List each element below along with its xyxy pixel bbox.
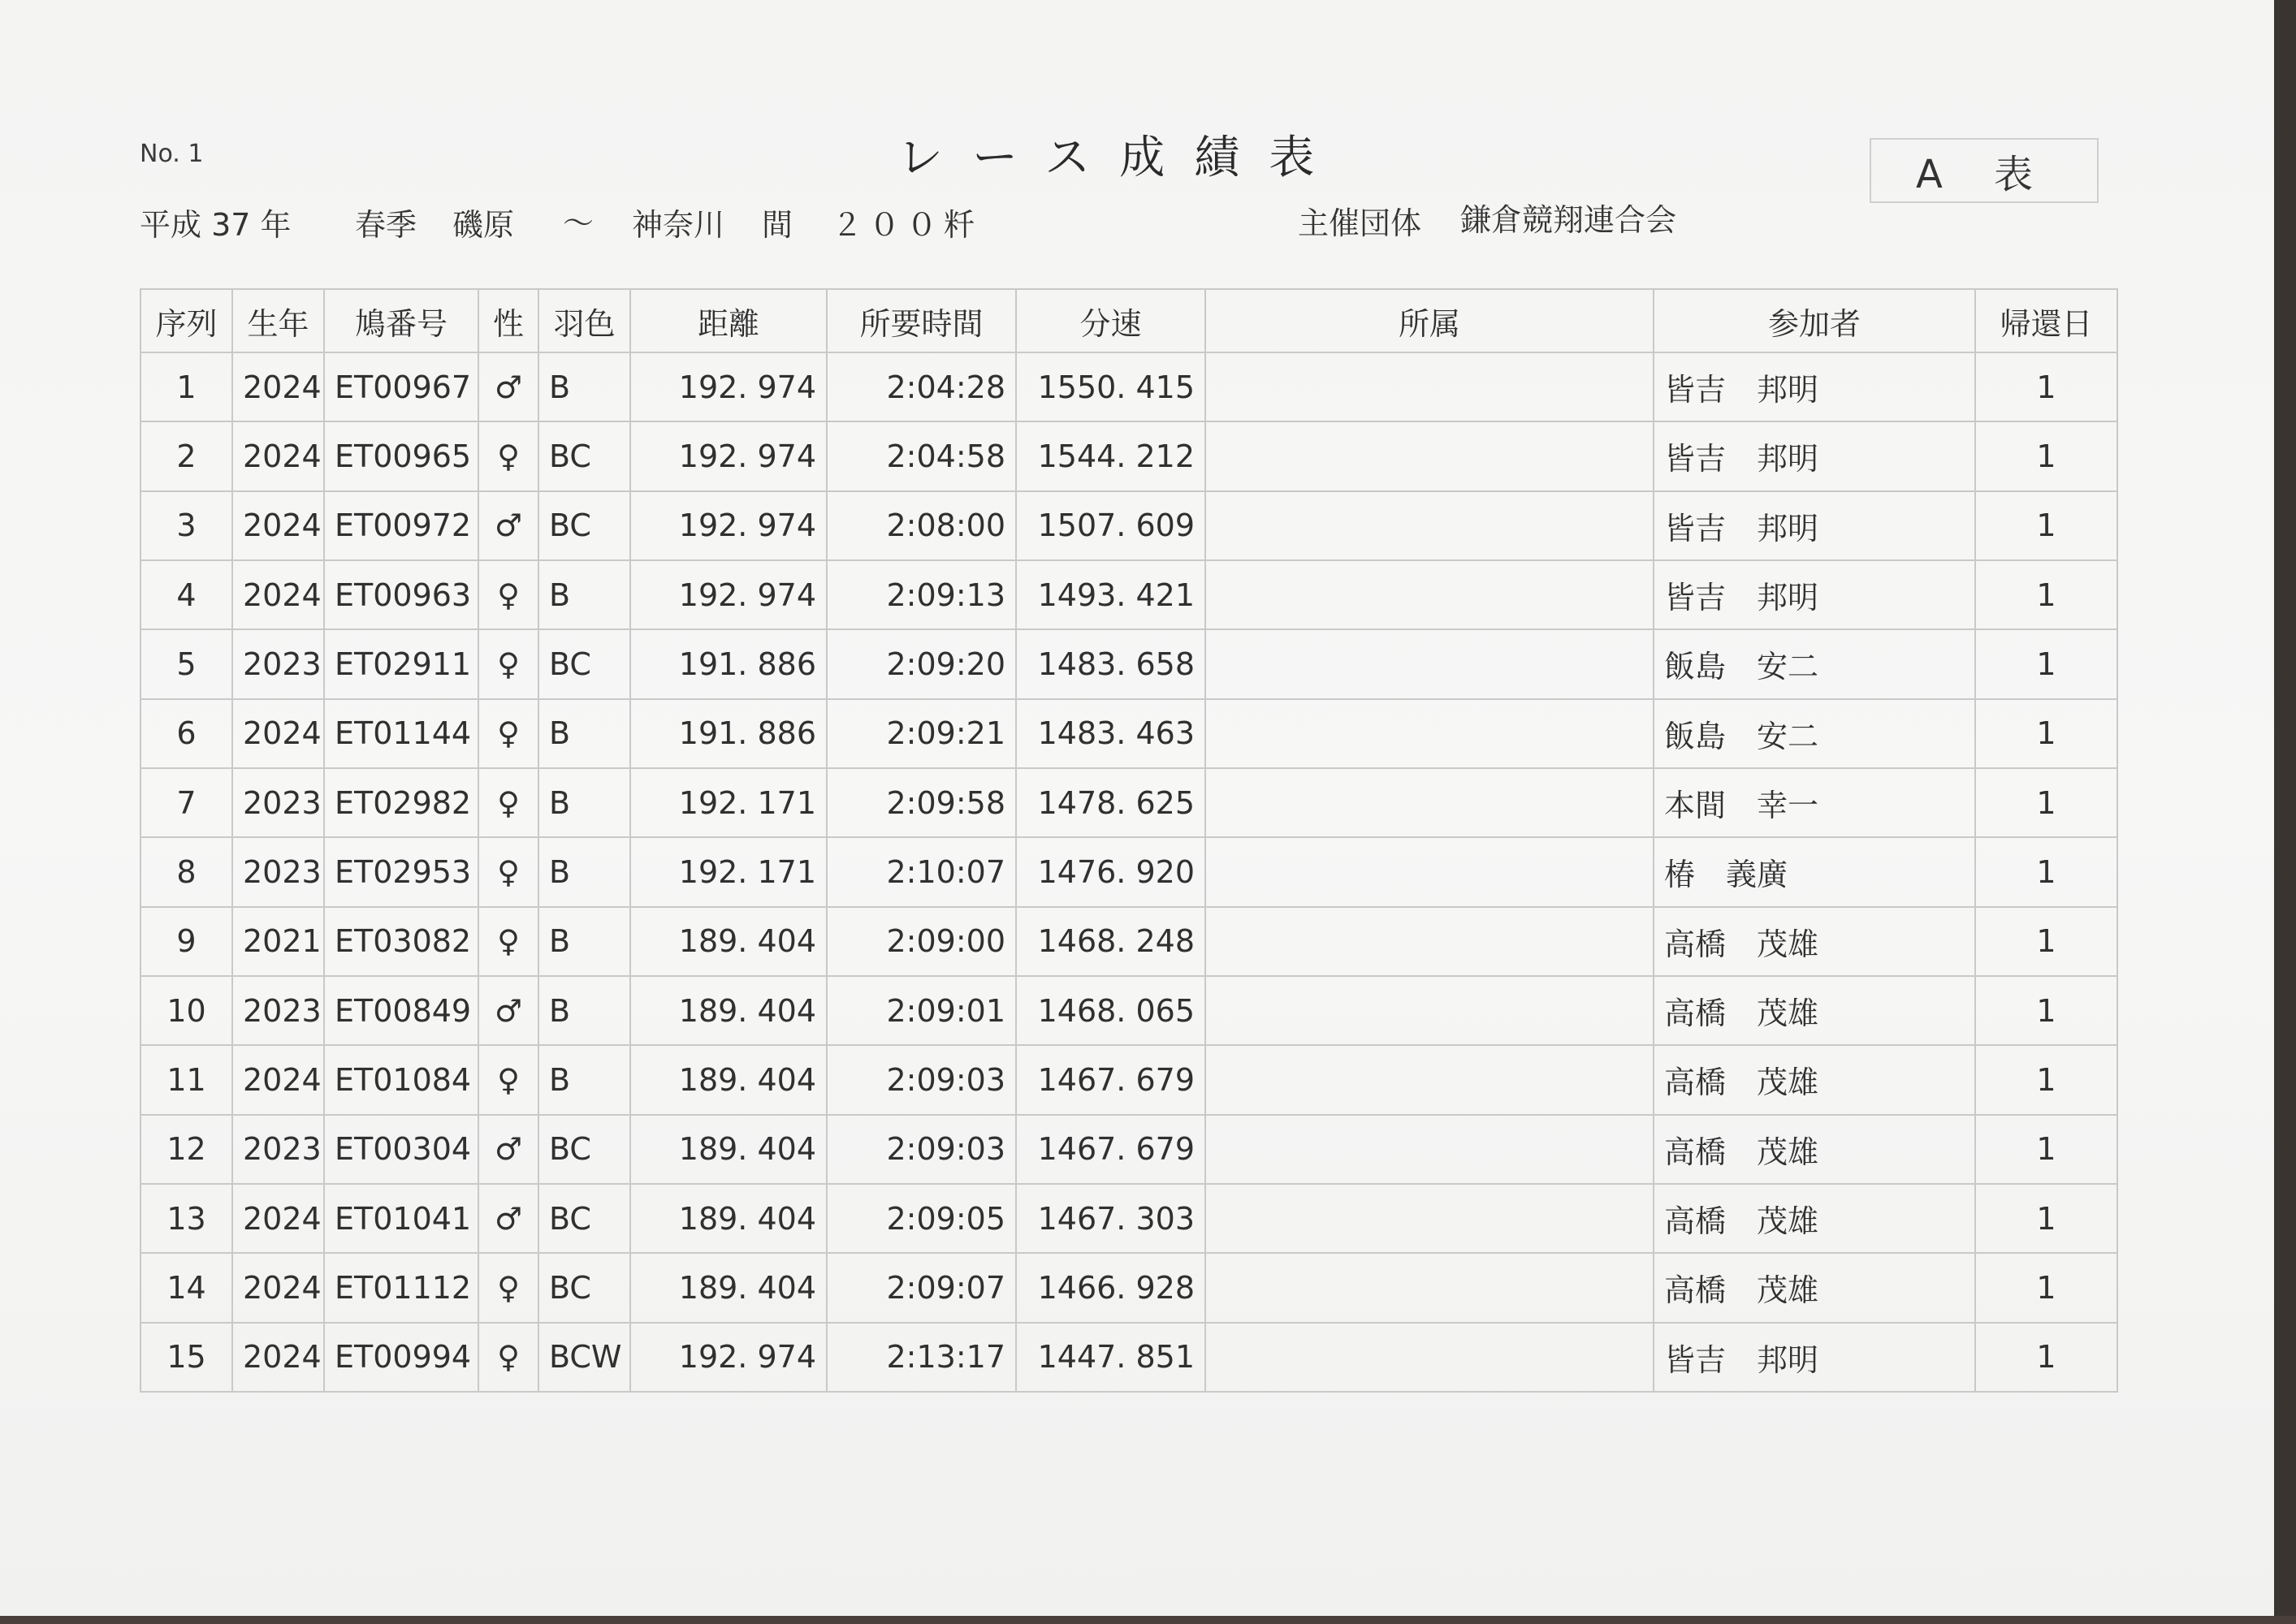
cell-flight-time: 2:09:20: [827, 629, 1016, 698]
cell-affiliation: [1205, 699, 1654, 768]
cell-return-day: 1: [1975, 907, 2117, 976]
cell-velocity: 1468. 065: [1016, 976, 1205, 1045]
cell-sex: ♂: [478, 976, 538, 1045]
cell-affiliation: [1205, 1184, 1654, 1253]
cell-ring-number: ET00967: [324, 352, 478, 421]
cell-flight-time: 2:09:03: [827, 1045, 1016, 1114]
cell-flight-time: 2:09:03: [827, 1115, 1016, 1184]
cell-rank: 14: [141, 1253, 232, 1322]
cell-ring-number: ET00965: [324, 421, 478, 490]
cell-velocity: 1493. 421: [1016, 560, 1205, 629]
cell-ring-number: ET03082: [324, 907, 478, 976]
cell-sex: ♀: [478, 1323, 538, 1392]
cell-participant: 椿 義廣: [1654, 837, 1975, 906]
cell-distance: 189. 404: [630, 1045, 827, 1114]
cell-sex: ♂: [478, 491, 538, 560]
cell-sex: ♀: [478, 629, 538, 698]
col-header-velocity: 分速: [1016, 289, 1205, 352]
race-origin: 磯原: [452, 207, 515, 243]
table-row: [141, 768, 2117, 837]
cell-participant: 高橋 茂雄: [1654, 907, 1975, 976]
cell-participant: 飯島 安二: [1654, 699, 1975, 768]
cell-return-day: 1: [1975, 699, 2117, 768]
cell-sex: ♀: [478, 699, 538, 768]
cell-distance: 192. 974: [630, 491, 827, 560]
cell-birth-year: 2024: [232, 491, 324, 560]
cell-velocity: 1507. 609: [1016, 491, 1205, 560]
cell-participant: 皆吉 邦明: [1654, 421, 1975, 490]
cell-birth-year: 2023: [232, 629, 324, 698]
cell-return-day: 1: [1975, 976, 2117, 1045]
cell-sex: ♂: [478, 1184, 538, 1253]
cell-flight-time: 2:13:17: [827, 1323, 1016, 1392]
cell-rank: 8: [141, 837, 232, 906]
table-row: [141, 1184, 2117, 1253]
race-destination: 神奈川: [632, 207, 725, 243]
cell-birth-year: 2024: [232, 352, 324, 421]
table-row: [141, 837, 2117, 906]
cell-rank: 12: [141, 1115, 232, 1184]
cell-affiliation: [1205, 560, 1654, 629]
cell-velocity: 1467. 679: [1016, 1115, 1205, 1184]
cell-participant: 本間 幸一: [1654, 768, 1975, 837]
table-row: [141, 629, 2117, 698]
cell-color: BC: [538, 421, 630, 490]
cell-flight-time: 2:08:00: [827, 491, 1016, 560]
cell-color: B: [538, 837, 630, 906]
cell-rank: 3: [141, 491, 232, 560]
cell-participant: 皆吉 邦明: [1654, 560, 1975, 629]
document-title: レース成績表: [897, 132, 1344, 184]
cell-flight-time: 2:09:07: [827, 1253, 1016, 1322]
organizer-label: 主催団体: [1298, 205, 1422, 241]
cell-distance: 189. 404: [630, 1253, 827, 1322]
race-season: 春季: [355, 207, 417, 243]
cell-velocity: 1544. 212: [1016, 421, 1205, 490]
cell-sex: ♀: [478, 560, 538, 629]
cell-velocity: 1467. 303: [1016, 1184, 1205, 1253]
race-range-tilde: ～: [563, 205, 595, 241]
cell-birth-year: 2024: [232, 560, 324, 629]
cell-velocity: 1447. 851: [1016, 1323, 1205, 1392]
table-row: [141, 699, 2117, 768]
cell-birth-year: 2024: [232, 1253, 324, 1322]
cell-birth-year: 2021: [232, 907, 324, 976]
cell-ring-number: ET00972: [324, 491, 478, 560]
cell-distance: 192. 171: [630, 837, 827, 906]
col-header-distance: 距離: [630, 289, 827, 352]
cell-color: BC: [538, 1184, 630, 1253]
cell-distance: 192. 974: [630, 560, 827, 629]
cell-affiliation: [1205, 421, 1654, 490]
cell-velocity: 1550. 415: [1016, 352, 1205, 421]
cell-affiliation: [1205, 629, 1654, 698]
cell-return-day: 1: [1975, 1115, 2117, 1184]
cell-affiliation: [1205, 976, 1654, 1045]
cell-birth-year: 2023: [232, 768, 324, 837]
table-row: [141, 1115, 2117, 1184]
cell-participant: 高橋 茂雄: [1654, 976, 1975, 1045]
cell-affiliation: [1205, 837, 1654, 906]
table-row: [141, 1045, 2117, 1114]
cell-color: BCW: [538, 1323, 630, 1392]
cell-velocity: 1476. 920: [1016, 837, 1205, 906]
cell-velocity: 1468. 248: [1016, 907, 1205, 976]
cell-sex: ♀: [478, 768, 538, 837]
cell-sex: ♂: [478, 1115, 538, 1184]
cell-flight-time: 2:09:05: [827, 1184, 1016, 1253]
cell-color: B: [538, 699, 630, 768]
cell-flight-time: 2:09:13: [827, 560, 1016, 629]
cell-participant: 皆吉 邦明: [1654, 1323, 1975, 1392]
cell-rank: 6: [141, 699, 232, 768]
cell-ring-number: ET00849: [324, 976, 478, 1045]
cell-affiliation: [1205, 1253, 1654, 1322]
cell-flight-time: 2:04:28: [827, 352, 1016, 421]
cell-ring-number: ET02982: [324, 768, 478, 837]
organizer-name: 鎌倉競翔連合会: [1460, 202, 1677, 238]
cell-participant: 高橋 茂雄: [1654, 1045, 1975, 1114]
cell-rank: 1: [141, 352, 232, 421]
cell-return-day: 1: [1975, 1323, 2117, 1392]
cell-return-day: 1: [1975, 1253, 2117, 1322]
header-row: [141, 289, 2117, 352]
race-year: 平成 37 年: [140, 207, 292, 243]
cell-color: B: [538, 1045, 630, 1114]
cell-velocity: 1478. 625: [1016, 768, 1205, 837]
cell-rank: 10: [141, 976, 232, 1045]
cell-birth-year: 2024: [232, 1184, 324, 1253]
cell-participant: 皆吉 邦明: [1654, 491, 1975, 560]
cell-sex: ♀: [478, 1045, 538, 1114]
cell-color: BC: [538, 629, 630, 698]
cell-flight-time: 2:09:00: [827, 907, 1016, 976]
col-header-sex: 性: [478, 289, 538, 352]
cell-ring-number: ET01041: [324, 1184, 478, 1253]
cell-flight-time: 2:10:07: [827, 837, 1016, 906]
document-number: No. 1: [140, 140, 204, 168]
cell-distance: 191. 886: [630, 629, 827, 698]
cell-flight-time: 2:09:01: [827, 976, 1016, 1045]
col-header-return-day: 帰還日: [1975, 289, 2117, 352]
cell-color: B: [538, 560, 630, 629]
cell-rank: 4: [141, 560, 232, 629]
cell-rank: 7: [141, 768, 232, 837]
cell-distance: 192. 974: [630, 352, 827, 421]
cell-return-day: 1: [1975, 560, 2117, 629]
cell-distance: 192. 171: [630, 768, 827, 837]
cell-sex: ♀: [478, 1253, 538, 1322]
cell-flight-time: 2:09:58: [827, 768, 1016, 837]
cell-birth-year: 2023: [232, 976, 324, 1045]
cell-ring-number: ET01112: [324, 1253, 478, 1322]
cell-sex: ♂: [478, 352, 538, 421]
cell-affiliation: [1205, 1323, 1654, 1392]
col-header-rank: 序列: [141, 289, 232, 352]
col-header-color: 羽色: [538, 289, 630, 352]
cell-return-day: 1: [1975, 491, 2117, 560]
cell-participant: 高橋 茂雄: [1654, 1115, 1975, 1184]
table-row: [141, 1253, 2117, 1322]
table-row: [141, 976, 2117, 1045]
cell-color: B: [538, 352, 630, 421]
cell-return-day: 1: [1975, 768, 2117, 837]
cell-sex: ♀: [478, 907, 538, 976]
cell-rank: 9: [141, 907, 232, 976]
col-header-participant: 参加者: [1654, 289, 1975, 352]
cell-rank: 5: [141, 629, 232, 698]
cell-affiliation: [1205, 1115, 1654, 1184]
cell-birth-year: 2023: [232, 1115, 324, 1184]
cell-return-day: 1: [1975, 1045, 2117, 1114]
cell-affiliation: [1205, 352, 1654, 421]
cell-velocity: 1466. 928: [1016, 1253, 1205, 1322]
col-header-flight-time: 所要時間: [827, 289, 1016, 352]
cell-color: B: [538, 976, 630, 1045]
race-distance: ２００粁: [832, 207, 982, 243]
cell-affiliation: [1205, 768, 1654, 837]
cell-velocity: 1483. 658: [1016, 629, 1205, 698]
cell-birth-year: 2023: [232, 837, 324, 906]
cell-birth-year: 2024: [232, 699, 324, 768]
table-row: [141, 560, 2117, 629]
table-row: [141, 491, 2117, 560]
cell-participant: 高橋 茂雄: [1654, 1184, 1975, 1253]
cell-affiliation: [1205, 1045, 1654, 1114]
cell-distance: 189. 404: [630, 976, 827, 1045]
cell-affiliation: [1205, 491, 1654, 560]
background-surface: [0, 1616, 2296, 1624]
cell-rank: 13: [141, 1184, 232, 1253]
table-row: [141, 1323, 2117, 1392]
cell-color: B: [538, 907, 630, 976]
cell-distance: 189. 404: [630, 1184, 827, 1253]
cell-ring-number: ET01084: [324, 1045, 478, 1114]
cell-color: BC: [538, 1253, 630, 1322]
sheet-label: A 表: [1915, 151, 2053, 197]
col-header-birth-year: 生年: [232, 289, 324, 352]
table-row: [141, 421, 2117, 490]
results-table: [140, 288, 2118, 1393]
cell-ring-number: ET02911: [324, 629, 478, 698]
sheet-label-box: [1870, 138, 2099, 203]
cell-birth-year: 2024: [232, 421, 324, 490]
cell-ring-number: ET01144: [324, 699, 478, 768]
cell-velocity: 1483. 463: [1016, 699, 1205, 768]
cell-sex: ♀: [478, 421, 538, 490]
cell-rank: 15: [141, 1323, 232, 1392]
cell-ring-number: ET02953: [324, 837, 478, 906]
col-header-affiliation: 所属: [1205, 289, 1654, 352]
cell-return-day: 1: [1975, 421, 2117, 490]
cell-color: B: [538, 768, 630, 837]
table-row: [141, 907, 2117, 976]
cell-participant: 飯島 安二: [1654, 629, 1975, 698]
col-header-ring-number: 鳩番号: [324, 289, 478, 352]
cell-birth-year: 2024: [232, 1045, 324, 1114]
cell-birth-year: 2024: [232, 1323, 324, 1392]
race-between-label: 間: [762, 207, 793, 243]
cell-distance: 189. 404: [630, 907, 827, 976]
cell-return-day: 1: [1975, 1184, 2117, 1253]
cell-distance: 189. 404: [630, 1115, 827, 1184]
table-row: [141, 352, 2117, 421]
cell-participant: 皆吉 邦明: [1654, 352, 1975, 421]
cell-flight-time: 2:09:21: [827, 699, 1016, 768]
cell-color: BC: [538, 491, 630, 560]
cell-velocity: 1467. 679: [1016, 1045, 1205, 1114]
cell-return-day: 1: [1975, 352, 2117, 421]
cell-participant: 高橋 茂雄: [1654, 1253, 1975, 1322]
cell-flight-time: 2:04:58: [827, 421, 1016, 490]
cell-return-day: 1: [1975, 837, 2117, 906]
cell-color: BC: [538, 1115, 630, 1184]
cell-ring-number: ET00963: [324, 560, 478, 629]
cell-return-day: 1: [1975, 629, 2117, 698]
cell-rank: 2: [141, 421, 232, 490]
cell-distance: 192. 974: [630, 1323, 827, 1392]
cell-sex: ♀: [478, 837, 538, 906]
cell-ring-number: ET00994: [324, 1323, 478, 1392]
cell-affiliation: [1205, 907, 1654, 976]
cell-rank: 11: [141, 1045, 232, 1114]
cell-distance: 191. 886: [630, 699, 827, 768]
cell-distance: 192. 974: [630, 421, 827, 490]
cell-ring-number: ET00304: [324, 1115, 478, 1184]
